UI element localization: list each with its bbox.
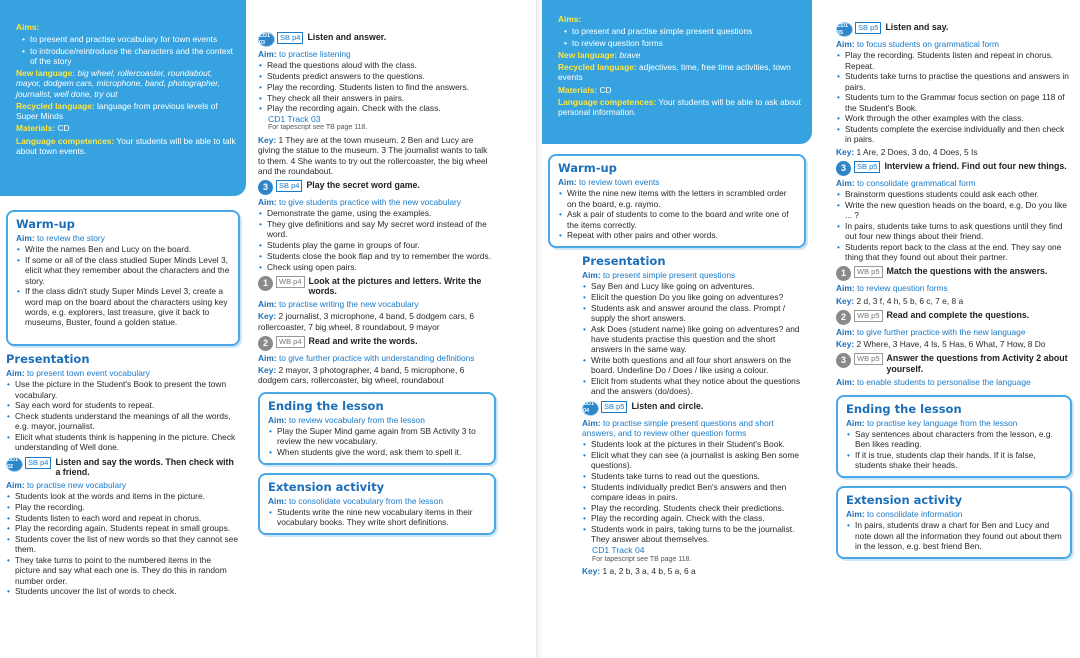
wb-activity-2-aim: Aim: to give further practice with the new language [836,326,1026,337]
activity-title: Read and write the words. [308,335,418,346]
list-item: • Read the questions aloud with the class. [258,60,496,70]
extension-box [836,486,1072,559]
extension-list [268,507,486,528]
list-item: • Elicit the question Do you like going on adventures? [582,292,806,302]
warmup-title: Warm-up [558,161,617,175]
list-item: • Students close the book flap and try to remember the words. [258,251,496,261]
list-item: • Elicit from students what they notice about the questions and the answers (do/does). [582,376,806,397]
activity-2-list [258,60,496,113]
extension-box [258,473,496,535]
warmup-box [548,154,806,248]
competences-text: Your students will be able to talk about town events. [16,135,236,156]
answer-key: Key: 1 They are at the town museum. 2 Ben and Lucy are giving the statue to the museum. 3 The journalist wants to talk to them. 4 She wants to try out the rollercoaster, the big wheel and the roundabout. [258,135,488,176]
aim-item: • to introduce/reintroduce the characters and the context of the story [22,46,236,67]
new-language-text: brave [619,49,641,60]
answer-key: Key: 2 journalist, 3 microphone, 4 band, 5 dodgem cars, 6 rollercoaster, 7 big wheel, 8 roundabout, 9 mayor [258,311,475,332]
ending-title: Ending the lesson [268,398,384,413]
activity-title: Listen and answer. [307,32,387,42]
new-language-text: big wheel, rollercoaster, roundabout, mayor, dodgem cars, microphone, band, photographer, journalist, well done, try out [16,68,220,99]
list-item: • Work through the other examples with the class. [836,113,1072,123]
right-column-2 [836,0,1072,559]
answer-key: Key: 2 d, 3 f, 4 h, 5 b, 6 c, 7 e, 8 a [836,295,964,306]
activity-3-aim: Aim: to give students practice with the new vocabulary [258,197,461,208]
warmup-list [16,244,230,327]
right-column-1 [542,0,812,578]
list-item: • In pairs, students take turns to ask questions until they find out four new things about their friend. [836,221,1072,242]
cd-icon: CD1 02 [6,457,23,472]
recycled-label: Recycled language: [558,62,637,72]
cd-icon: CD1 04 [582,401,599,416]
list-item: • If some or all of the class studied Super Minds Level 3, elicit what they remember about the characters and the story. [16,255,230,286]
list-item: • Use the picture in the Student's Book to present the town vocabulary. [6,379,238,400]
warmup-aim: Aim: to review the story [16,233,105,244]
wb-page-tag: WB p5 [854,266,883,278]
wb-activity-2-aim: Aim: to give further practice with understanding definitions [258,352,475,363]
sb-page-tag: SB p4 [276,180,302,192]
list-item: • Write the new question heads on the board, e.g. Do you like ... ? [836,200,1072,221]
activity-3-header [836,161,1072,176]
materials-text: CD [57,123,70,134]
list-item: • Students cover the list of new words so that they cannot see them. [6,534,238,555]
activity-3-aim: Aim: to consolidate grammatical form [836,177,976,188]
aims-label: Aims: [558,14,582,24]
activity-2-header [258,32,496,47]
tapescript-note: For tapescript see TB page 118. [592,555,692,563]
warmup-box [6,210,240,346]
list-item: • Students take turns to read out the questions. [582,471,806,481]
right-page [542,0,1080,658]
list-item: • Elicit what students think is happening in the picture. Check understanding of Well done. [6,432,238,453]
left-page [0,0,538,658]
activity-1-header [6,457,238,478]
aim-item: • to present and practise simple present questions [564,26,802,36]
wb-activity-1-aim: Aim: to practise writing the new vocabulary [258,299,419,310]
ending-box [258,392,496,465]
activity-number: 1 [258,276,273,291]
list-item: • Repeat with other pairs and other words. [558,230,796,240]
list-item: • Students individually predict Ben's answers and then compare ideas in pairs. [582,482,806,503]
cd-icon: CD1 05 [836,22,853,37]
activity-title: Listen and say. [885,22,949,32]
list-item: • Write the nine new items with the letters in scrambled order on the board, e.g. raymo. [558,188,796,209]
sb-page-tag: SB p5 [601,401,627,413]
competences-text: Your students will be able to ask about personal information. [558,96,802,117]
wb-page-tag: WB p4 [276,336,305,348]
sb-page-tag: SB p4 [25,457,51,469]
list-item: • Students ask and answer around the class. Prompt / supply the short answers. [582,303,806,324]
answer-key: Key: 2 Where, 3 Have, 4 Is, 5 Has, 6 What, 7 How, 8 Do [836,339,1046,349]
list-item: • Say Ben and Lucy like going on adventures. [582,281,806,291]
list-item: • Check using open pairs. [258,262,496,272]
activity-title: Match the questions with the answers. [886,266,1048,277]
activity-2-aim: Aim: to focus students on grammatical form [836,39,999,49]
left-column-2 [258,0,496,535]
list-item: • They check all their answers in pairs. [258,93,496,103]
cd-icon: CD1 03 [258,32,275,47]
competences-label: Language competences: [558,96,657,107]
warmup-aim: Aim: to review town events [558,177,660,188]
tapescript-note: For tapescript see TB page 118. [268,124,368,132]
extension-aim: Aim: to consolidate vocabulary from the lesson [268,495,444,506]
materials-label: Materials: [558,84,598,95]
activity-1-aim: Aim: to practise simple present questions and short answers, and to review other question forms [582,417,774,438]
list-item: • Play the recording. [6,502,238,512]
ending-list [268,426,486,457]
list-item: • Play the recording. Students listen and repeat in chorus. Repeat. [836,50,1072,71]
recycled-text: language from previous levels of Super Minds [16,100,218,121]
sb-page-tag: SB p4 [277,32,303,44]
activity-number: 2 [258,336,273,351]
activity-title: Play the secret word game. [306,180,420,191]
competences-label: Language competences: [16,135,115,146]
list-item: • They give definitions and say My secret word instead of the word. [258,219,496,240]
answer-key: Key: 2 mayor, 3 photographer, 4 band, 5 microphone, 6 dodgem cars, rollercoaster, big wheel, roundabout [258,365,465,386]
ending-aim: Aim: to practise key language from the lesson [846,417,1018,428]
list-item: • Play the recording. Students listen to find the answers. [258,82,496,92]
list-item: • In pairs, students draw a chart for Ben and Lucy and note down all the information they found out about them in the lesson, e.g. best friend Ben. [846,520,1062,551]
ending-box [836,395,1072,478]
activity-title: Read and complete the questions. [886,309,1030,320]
wb-activity-2-header [258,336,496,351]
aims-label: Aims: [16,22,40,32]
wb-activity-3-header [836,353,1072,374]
presentation-aim: Aim: to present town event vocabulary [6,368,150,379]
activity-number: 2 [836,310,851,325]
list-item: • When students give the word, ask them to spell it. [268,447,486,457]
new-language-label: New language: [16,68,76,78]
wb-activity-1-aim: Aim: to review question forms [836,283,948,294]
presentation-list [6,379,238,452]
wb-page-tag: WB p4 [276,276,305,288]
ending-aim: Aim: to review vocabulary from the lesson [268,414,425,425]
activity-title: Interview a friend. Find out four new things. [884,160,1067,171]
list-item: • Students take turns to practise the questions and answers in pairs. [836,71,1072,92]
activity-1-header [582,401,806,416]
list-item: • If the class didn't study Super Minds Level 3, create a word map on the board about the characters using key words, e.g. explorers, last treasure, give it back to museums, Buster, found a golden statue. [16,286,230,327]
extension-aim: Aim: to consolidate information [846,509,963,520]
ending-list [846,429,1062,471]
wb-activity-1-header [258,276,496,297]
list-item: • Students listen to each word and repeat in chorus. [6,513,238,523]
aim-item: • to present and practise vocabulary for town events [22,34,236,44]
activity-number: 3 [258,180,273,195]
activity-3-header [258,180,496,195]
list-item: • Students complete the exercise individually and then check in pairs. [836,124,1072,145]
activity-title: Look at the pictures and letters. Write the words. [308,275,482,297]
warmup-list [558,188,796,240]
activity-1-list [582,439,806,545]
wb-activity-3-aim: Aim: to enable students to personalise the language [836,376,1031,387]
list-item: • Write the names Ben and Lucy on the board. [16,244,230,254]
list-item: • Say each word for students to repeat. [6,400,238,410]
list-item: • If it is true, students clap their hands. If it is false, students shake their heads. [846,450,1062,471]
sb-page-tag: SB p5 [854,161,880,173]
recycled-text: adjectives, time, free time activities, town events [558,62,791,83]
list-item: • Students look at the words and items in the picture. [6,491,238,501]
aims-list [22,34,236,66]
aim-item: • to review question forms [564,38,802,48]
list-item: • Students report back to the class at the end. They say one thing that they found out about their partner. [836,242,1072,263]
answer-key: Key: 1 Are, 2 Does, 3 do, 4 Does, 5 Is [836,146,978,157]
activity-number: 3 [836,353,851,368]
activity-1-list [6,491,238,597]
activity-3-list [258,208,496,272]
materials-label: Materials: [16,123,56,134]
presentation-aim: Aim: to present simple present questions [582,270,736,281]
list-item: • Students turn to the Grammar focus section on page 118 of the Student's Book. [836,92,1072,113]
list-item: • Say sentences about characters from the lesson, e.g. Ben likes reading. [846,429,1062,450]
activity-number: 3 [836,161,851,176]
list-item: • Check students understand the meanings of all the words, e.g. mayor, journalist. [6,411,238,432]
list-item: • Ask Does (student name) like going on adventures? and have students practise this question and the short answers in the same way. [582,324,806,355]
presentation-list [582,281,806,396]
list-item: • Play the recording. Students check their predictions. [582,503,806,513]
list-item: • Students play the game in groups of four. [258,240,496,250]
aims-box [542,0,812,144]
ending-title: Ending the lesson [846,401,962,416]
recycled-label: Recycled language: [16,100,95,111]
extension-title: Extension activity [846,493,963,508]
list-item: • Students uncover the list of words to check. [6,586,238,596]
list-item: • Play the recording again. Check with the class. [582,513,806,523]
activity-2-aim: Aim: to practise listening [258,49,351,59]
presentation-title: Presentation [582,254,666,269]
wb-activity-2-header [836,310,1072,325]
extension-list [846,520,1062,551]
activity-title: Listen and say the words. Then check with a friend. [55,456,234,478]
list-item: • Play the recording again. Students repeat in small groups. [6,523,238,533]
presentation-section [542,248,812,576]
list-item: • Students predict answers to the questions. [258,71,496,81]
list-item: • Students look at the pictures in their Student's Book. [582,439,806,449]
new-language-label: New language: [558,49,618,60]
list-item: • Play the Super Mind game again from SB Activity 3 to review the new vocabulary. [268,426,486,447]
presentation-section [0,346,246,597]
activity-number: 1 [836,266,851,281]
materials-text: CD [599,84,612,95]
cd-track-label: CD1 Track 04 [592,545,645,556]
activity-2-list [836,50,1072,144]
aims-box [0,0,246,196]
cd-track-label: CD1 Track 03 [268,114,321,124]
wb-page-tag: WB p5 [854,310,883,322]
activity-1-aim: Aim: to practise new vocabulary [6,479,127,490]
activity-2-header [836,22,1072,37]
wb-activity-1-header [836,266,1072,281]
list-item: • Students work in pairs, taking turns to be the journalist. They answer about themselves. [582,524,806,545]
wb-page-tag: WB p5 [854,353,883,365]
list-item: • Play the recording again. Check with the class. [258,103,496,113]
list-item: • Students write the nine new vocabulary items in their vocabulary books. They write short definitions. [268,507,486,528]
answer-key: Key: 1 a, 2 b, 3 a, 4 b, 5 a, 6 a [582,566,696,577]
list-item: • Write both questions and all four short answers on the board. Underline Do / Does / like using a colour. [582,355,806,376]
aims-list [564,26,802,48]
sb-page-tag: SB p5 [855,22,881,34]
list-item: • Demonstrate the game, using the examples. [258,208,496,218]
activity-title: Listen and circle. [631,400,704,411]
list-item: • They take turns to point to the numbered items in the picture and say what each one is. They do this in random number order. [6,555,238,586]
list-item: • Ask a pair of students to come to the board and write one of the items correctly. [558,209,796,230]
list-item: • Elicit what they can see (a journalist is asking Ben some questions). [582,450,806,471]
extension-title: Extension activity [268,479,385,494]
warmup-title: Warm-up [16,217,75,231]
list-item: • Brainstorm questions students could ask each other. [836,189,1072,199]
activity-title: Answer the questions from Activity 2 about yourself. [886,353,1068,374]
left-column-1 [0,0,246,597]
presentation-title: Presentation [6,352,90,366]
activity-3-list [836,189,1072,262]
